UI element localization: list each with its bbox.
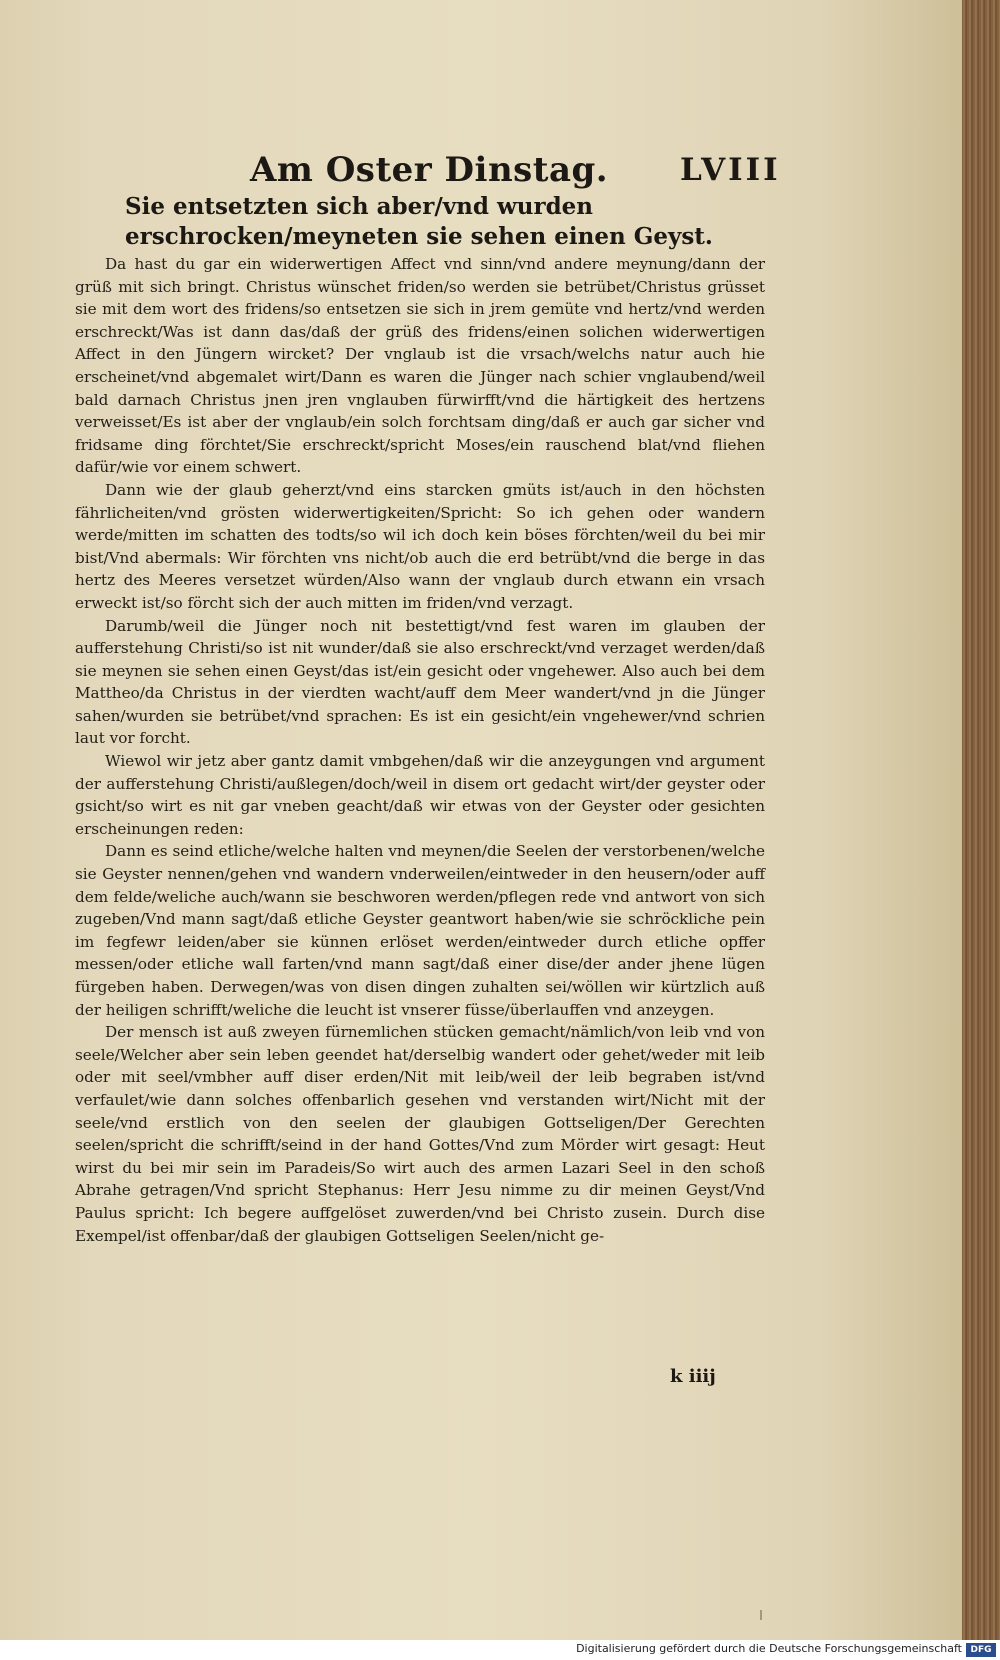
body-text [75,253,765,1247]
footer-credit: Digitalisierung gefördert durch die Deutsche Forschungsgemeinschaft [576,1642,962,1655]
signature-mark: k iiij [670,1366,716,1387]
dfg-logo: DFG [966,1643,996,1657]
paragraph: Der mensch ist auß zweyen fürnemlichen stücken gemacht/nämlich/von leib vnd von seele/Welcher aber sein leben geendet hat/derselbig wandert oder gehet/weder mit leib oder mit seel/vmbher auff diser erden/Nit mit leib/weil der leib begraben ist/vnd verfaulet/wie dann solches offenbarlich gesehen vnd verstanden wirt/Nicht mit der seele/vnd erstlich von den seelen der glaubigen Gottseligen/Der Gerechten seelen/spricht die schrifft/seind in der hand Gottes/Vnd zum Mörder wirt gesagt: Heut wirst du bei mir sein im Paradeis/So wirt auch des armen Lazari Seel in den schoß Abrahe getragen/Vnd spricht Stephanus: Herr Jesu nimme zu dir meinen Geyst/Vnd Paulus spricht: Ich begere auffgelöset zuwerden/vnd bei Christo zusein. Durch dise Exempel/ist offenbar/daß der glaubigen Gottseligen Seelen/nicht ge- [75,1023,765,1245]
folio-number: LVIII [680,152,781,188]
lead-verse: Sie entsetzten sich aber/vnd wurden erschrocken/meyneten sie sehen einen Geyst. [125,193,713,250]
paragraph: Wiewol wir jetz aber gantz damit vmbgehen/daß wir die anzeygungen vnd argument der aufferstehung Christi/außlegen/doch/weil in disem ort gedacht wirt/der geyster oder gsicht/so wirt es nit gar vneben geacht/daß wir etwas von der Geyster oder gesichten erscheinungen reden: [75,752,765,838]
page-header-title: Am Oster Dinstag. [250,150,609,190]
page-edge [962,0,1000,1640]
paragraph: Da hast du gar ein widerwertigen Affect vnd sinn/vnd andere meynung/dann der grüß mit sich bringt. Christus wünschet friden/so werden sie betrübet/Christus grüsset sie mit dem wort des fridens/so entsetzen sie sich in jrem gemüte vnd hertz/vnd werden erschreckt/Was ist dann das/daß der grüß des fridens/einen solichen widerwertigen Affect in den Jüngern wircket? Der vnglaub ist die vrsach/welchs natur auch hie erscheinet/vnd abgemalet wirt/Dann es waren die Jünger nach schier vnglaubend/weil bald darnach Christus jnen jren vnglauben fürwirfft/vnd die härtigkeit des hertzens verweisset/Es ist aber der vnglaub/ein solch forchtsam ding/daß er auch gar sicher vnd fridsame ding förchtet/Sie erschreckt/spricht Moses/ein rauschend blat/vnd fliehen dafür/wie vor einem schwert. [75,255,765,477]
page-mark [760,1610,762,1620]
paragraph: Darumb/weil die Jünger noch nit bestettigt/vnd fest waren im glauben der aufferstehung Christi/so ist nit wunder/daß sie also erschreckt/vnd verzaget werden/daß sie meynen sie sehen einen Geyst/das ist/ein gesicht oder vngehewer. Also auch bei dem Mattheo/da Christus in der vierdten wacht/auff dem Meer wandert/vnd jn die Jünger sahen/wurden sie betrübet/vnd sprachen: Es ist ein gesicht/ein vngehewer/vnd schrien laut vor forcht. [75,616,765,748]
paragraph: Dann es seind etliche/welche halten vnd meynen/die Seelen der verstorbenen/welche sie Geyster nennen/gehen vnd wandern vnderweilen/eintweder in den heusern/oder auff dem felde/weliche auch/wann sie beschworen werden/pflegen rede vnd antwort von sich zugeben/Vnd mann sagt/daß etliche Geyster geantwort haben/wie sie schröckliche pein im fegfewr leiden/aber sie künnen erlöset werden/eintweder durch etliche opffer messen/oder etliche wall farten/vnd mann sagt/daß einer dise/der ander jhene lügen fürgeben haben. Derwegen/was von disen dingen zuhalten sei/wöllen wir kürtzlich auß der heiligen schrifft/weliche die leucht ist vnserer füsse/überlauffen vnd anzeygen. [75,842,765,1019]
paragraph: Dann wie der glaub geherzt/vnd eins starcken gmüts ist/auch in den höchsten fährlicheiten/vnd grösten widerwertigkeiten/Spricht: So ich gehen oder wandern werde/mitten im schatten des todts/so wil ich doch kein böses förchten/weil du bei mir bist/Vnd abermals: Wir förchten vns nicht/ob auch die erd betrübt/vnd die berge in das hertz des Meeres versetzet würden/Also wann der vnglaub durch etwann ein vrsach erweckt ist/so förcht sich der auch mitten im friden/vnd verzagt. [75,480,765,612]
